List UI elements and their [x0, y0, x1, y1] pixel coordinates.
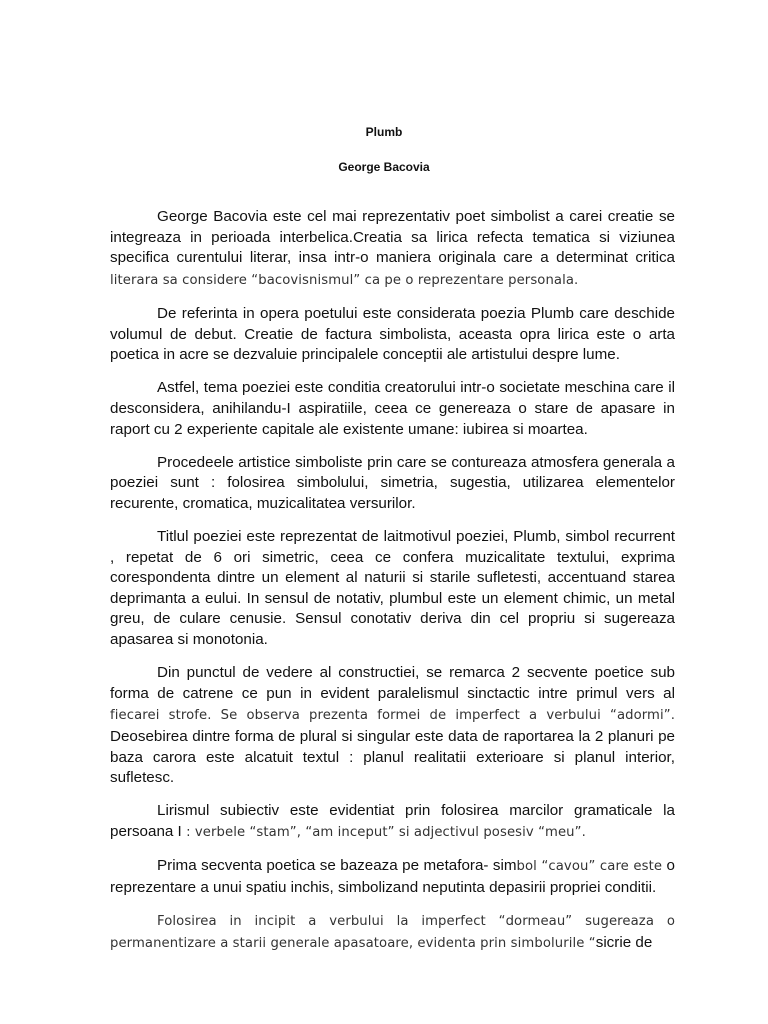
paragraph-1-light-text: literara sa considere “bacovisnismul” ca pe o reprezentare personala. [110, 272, 579, 288]
paragraph-2-text: De referinta in opera poetului este considerata poezia Plumb care deschide volumul de debut. Creatie de factura simbolista, aceasta opra lirica este o arta poetica in acre se dezvaluie principalele conceptii ale artistului despre lume. [110, 304, 675, 364]
paragraph-3-text: Astfel, tema poeziei este conditia creatorului intr-o societate meschina care il desconsidera, anihilandu-I aspiratiile, ceea ce genereaza o stare de apasare in raport cu 2 experiente capitale ale existente umane: iubirea si moartea. [110, 379, 675, 438]
paragraph-5-text: Titlul poeziei este reprezentat de laitmotivul poeziei, Plumb, simbol recurrent , repetat de 6 ori simetric, ceea ce confera muzicalitate textului, exprima corespondenta dintre un element al naturii si starile sufletesti, accentuand starea deprimanta a eului. In sensul de notativ, plumbul este un element chimic, un metal greu, de culare cenusie. Sensul conotativ deriva din cel propriu si sugereaza apasarea si monotonia. [110, 528, 675, 649]
paragraph-9 [110, 911, 675, 954]
paragraph-9-tail-text: sicrie de [595, 933, 653, 951]
paragraph-8-tail-text: o reprezentare a unui spatiu inchis, simbolizand neputinta depasirii propriei conditii. [110, 857, 675, 896]
paragraph-8-light-text: bol “cavou” care este [516, 859, 663, 875]
paragraph-6-tail-text: Deosebirea dintre forma de plural si singular este data de raportarea la 2 planuri pe baza carora este alcatuit textul : planul realitatii exterioare si planul interior, sufletesc. [110, 728, 675, 787]
paragraph-2 [110, 304, 675, 366]
paragraph-7-light-text: : verbele “stam”, “am inceput” si adjectivul posesiv “meu”. [181, 825, 586, 840]
paragraph-8-text: Prima secventa poetica se bazeaza pe metafora- sim [157, 857, 517, 875]
paragraph-1 [110, 207, 675, 291]
paragraph-7-text: Lirismul subiectiv este evidentiat prin folosirea marcilor gramaticale la persoana I [110, 802, 675, 840]
paragraph-7 [110, 801, 675, 843]
paragraph-4-text: Procedeele artistice simboliste prin care se contureaza atmosfera generala a poeziei sunt : folosirea simbolului, simetria, sugestia, utilizarea elementelor recurente, cromatica, muzicalitatea versurilor. [110, 453, 675, 512]
document-title: Plumb [365, 125, 403, 139]
document-body [110, 207, 675, 967]
document-author: George Bacovia [338, 160, 430, 174]
paragraph-4 [110, 453, 675, 515]
paragraph-5 [110, 527, 675, 651]
paragraph-1-text: George Bacovia este cel mai reprezentativ poet simbolist a carei creatie se integreaza in perioada interbelica.Creatia sa lirica refecta tematica si viziunea specifica curentului literar, insa intr-o maniera originala care a determinat critica [110, 208, 675, 267]
paragraph-6-light-text: fiecarei strofe. Se observa prezenta formei de imperfect a verbului “adormi”. [110, 708, 675, 724]
paragraph-6-text: Din punctul de vedere al constructiei, se remarca 2 secvente poetice sub forma de catrene ce pun in evident paralelismul sinctactic intre primul vers al [110, 664, 675, 702]
paragraph-8 [110, 856, 675, 898]
paragraph-9-light-text: Folosirea in incipit a verbului la imperfect “dormeau” sugereaza o permanentizare a starii generale apasatoare, evidenta prin simbolurile “ [110, 913, 675, 951]
paragraph-6 [110, 663, 675, 789]
paragraph-3 [110, 378, 675, 440]
